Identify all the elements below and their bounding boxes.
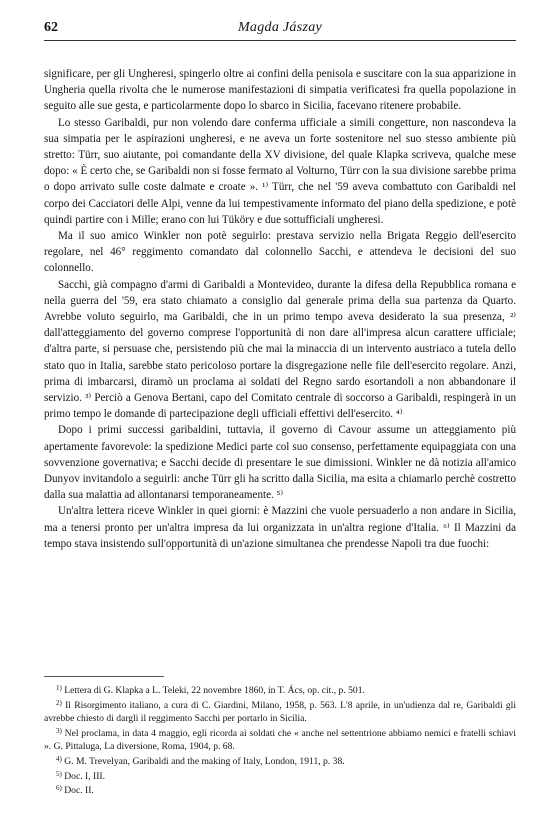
footnote-mark: 4) [56,754,62,763]
page-header [44,14,516,36]
footnote-text: Lettera di G. Klapka a L. Teleki, 22 novembre 1860, in T. Ács, op. cit., p. 501. [64,685,365,696]
footnotes [44,684,516,799]
footnote [44,684,516,698]
running-title: Magda Jászay [237,20,323,35]
page-number: 62 [44,20,58,35]
paragraph: Ma il suo amico Winkler non potè seguirlo: prestava servizio nella Brigata Reggio dell'esercito regolare, nel 46° reggimento comandato dal colonnello Sacchi, e attendeva le decisioni del suo colonnello. [44,230,516,275]
footnote-mark: 3) [56,726,62,735]
main-text [44,66,516,552]
footnote-rule [44,676,164,677]
footnote [44,784,516,798]
footnote [44,755,516,769]
footnote [44,770,516,784]
footnote-text: Doc. I, III. [64,770,106,782]
footnote-text: G. M. Trevelyan, Garibaldi and the making of Italy, London, 1911, p. 38. [64,755,345,767]
paragraph: Sacchi, già compagno d'armi di Garibaldi a Montevideo, durante la difesa della Repubblica romana e nella guerra del '59, era stato chiamato a consiglio dal generale prima della sua partenza da Quarto. Avrebbe voluto seguirlo, ma Garibaldi, che in un primo tempo aveva desiderato la sua presenza, ²⁾ dall'atteggiamento del governo comprese l'opportunità di non dare all'impresa alcun carattere ufficiale; d'altra parte, si persuase che, persistendo più che mai la minaccia di un intervento austriaco a tutela dello stato quo in Italia, sarebbe stato pericoloso portare la disgregazione nelle file dell'esercito regolare. Anzi, prima di imbarcarsi, diramò un proclama ai soldati del Regno sardo esortandoli a non abbandonare il servizio. ³⁾ Perciò a Genova Bertani, capo del Comitato centrale di soccorso a Garibaldi, respingerà in un primo tempo le domande di partecipazione degli ufficiali effettivi dell'esercito. ⁴⁾ [44,278,516,421]
paragraph: significare, per gli Ungheresi, spingerlo oltre ai confini della penisola e suscitare con la sua apparizione in Ungheria quella rivolta che le numerose manifestazioni di simpatia verificatesi fra quella popolazione in seguito alle sue gesta, e particolarmente dopo lo sbarco in Sicilia, facevano ritenere probabile. [44,68,516,113]
paragraph: Dopo i primi successi garibaldini, tuttavia, il governo di Cavour assume un atteggiamento più apertamente favorevole: la spedizione Medici parte col suo consenso, perfettamente equipaggiata con una sovvenzione governativa; e Sacchi decide di presentare le sue dimissioni. Winkler ne dà notizia all'amico Dunyov invitandolo a seguirli: anche Türr gli ha scritto dalla Sicilia, ma esita a chiamarlo perchè costretto dalla sua malattia ad allontanarsi temporaneamente. ⁵⁾ [44,424,516,502]
footnote-text: Il Risorgimento italiano, a cura di C. Giardini, Milano, 1958, p. 563. L'8 aprile, in un'udienza dal re, Garibaldi gli avrebbe chiesto di dargli il reggimento Sacchi per portarlo in Sicilia. [44,699,516,725]
footnote-mark: 1) [56,684,62,692]
footnote [44,699,516,726]
footnote-text: Doc. II. [64,785,94,797]
header-rule [44,40,516,41]
paragraph: Lo stesso Garibaldi, pur non volendo dare conferma ufficiale a simili congetture, non nascondeva la sua simpatia per le aspirazioni ungheresi, e ne aveva un forte sostenitore nel suo stesso ambiente più stretto: Türr, suo aiutante, poi comandante della XV divisione, del quale Klapka scriveva, qualche mese dopo: « È certo che, se Garibaldi non si fosse fermato al Volturno, Türr con la sua divisione sarebbe prima o dopo arrivato sulle coste dalmate e croate ». ¹⁾ Türr, che nel '59 aveva combattuto con Garibaldi nel corpo dei Cacciatori delle Alpi, venne da lui tempestivamente informato del piano della spedizione, e potè quindi partire con i Mille; erano con lui Tüköry e due sottufficiali ungheresi. [44,116,516,226]
footnote-mark: 6) [56,784,62,793]
footnote-mark: 2) [56,698,62,707]
footnote-text: Nel proclama, in data 4 maggio, egli ricorda ai soldati che « anche nel settentrione abbiamo nemici e fratelli schiavi ». G. Pittaluga, La diversione, Roma, 1904, p. 68. [44,727,517,753]
footnote [44,727,516,754]
footnote-mark: 5) [56,769,62,778]
paragraph: Un'altra lettera riceve Winkler in quei giorni: è Mazzini che vuole persuaderlo a non andare in Sicilia, ma a tenersi pronto per un'altra impresa da lui organizzata in un'altra regione d'Italia. ⁶⁾ Il Mazzini da tempo stava insistendo sull'opportunità di un'azione simultanea che prendesse Napoli tra due fuochi: [44,505,516,550]
